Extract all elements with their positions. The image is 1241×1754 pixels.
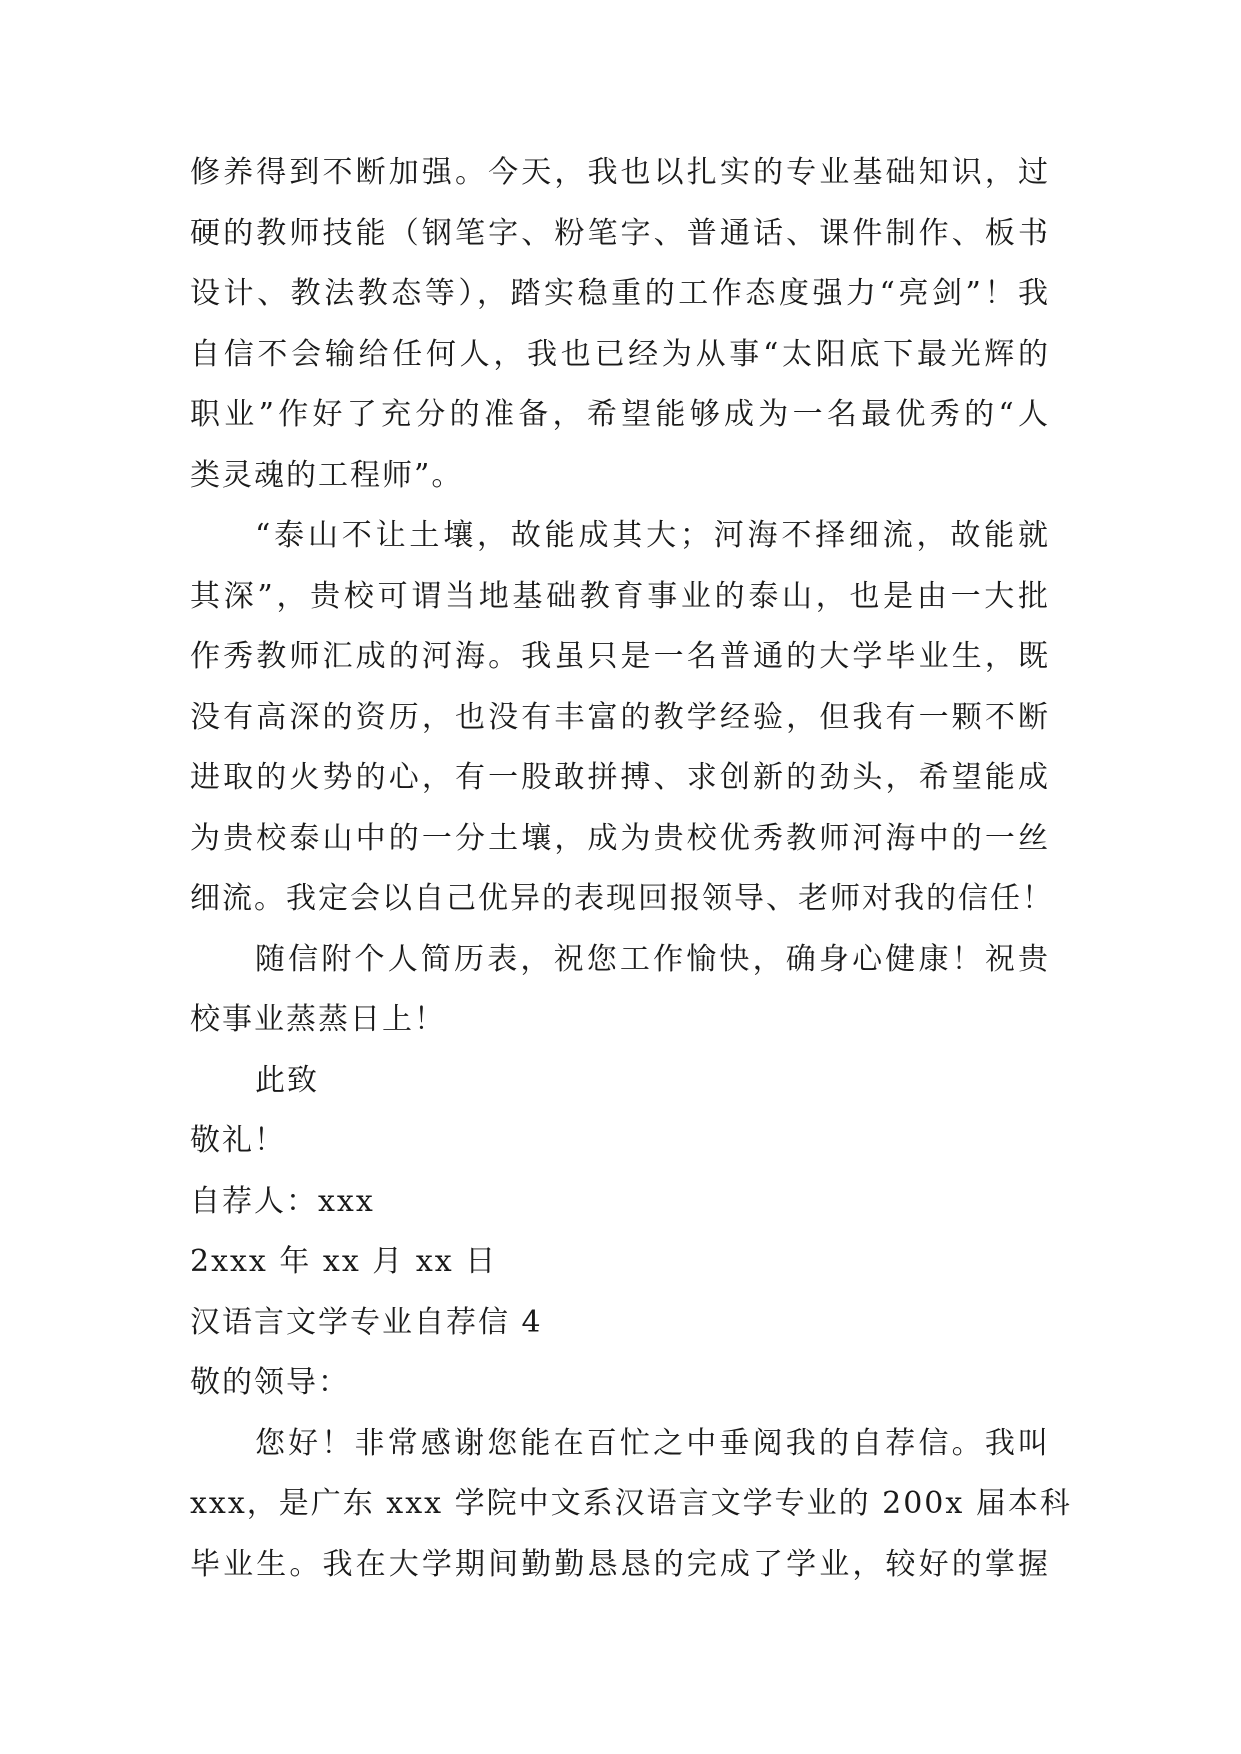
text-line: 毕业生。我在大学期间勤勤恳恳的完成了学业，较好的掌握 — [190, 1546, 1050, 1582]
closing-ci-zhi: 此致 — [255, 1062, 319, 1098]
text-line: 随信附个人简历表，祝您工作愉快，确身心健康！祝贵 — [255, 941, 1050, 977]
text-line: 没有高深的资历，也没有丰富的教学经验，但我有一颗不断 — [190, 699, 1050, 735]
paragraph-1 — [190, 143, 1050, 506]
letter-4 — [190, 1293, 1072, 1596]
text-line: 作秀教师汇成的河海。我虽只是一名普通的大学毕业生，既 — [190, 639, 1050, 674]
text-line: 自信不会输给任何人，我也已经为从事“太阳底下最光辉的 — [190, 336, 1050, 372]
paragraph-2 — [190, 506, 1054, 930]
closing-jing-li: 敬礼！ — [190, 1123, 286, 1158]
text-line: 类灵魂的工程师”。 — [190, 457, 464, 493]
paragraph-3 — [190, 930, 1050, 1051]
text-line: 进取的火势的心，有一股敢拼搏、求创新的劲头，希望能成 — [190, 760, 1050, 795]
closing-block — [190, 1051, 1050, 1293]
document-page — [190, 143, 1072, 1595]
text-line: 细流。我定会以自己优异的表现回报领导、老师对我的信任！ — [190, 881, 1054, 916]
salutation: 敬的领导： — [190, 1365, 350, 1400]
text-line: “泰山不让土壤，故能成其大；河海不择细流，故能就 — [255, 518, 1050, 553]
letter-title: 汉语言文学专业自荐信 4 — [190, 1304, 543, 1340]
text-line: 为贵校泰山中的一分土壤，成为贵校优秀教师河海中的一丝 — [190, 820, 1050, 856]
text-line: xxx，是广东 xxx 学院中文系汉语言文学专业的 200x 届本科 — [190, 1486, 1072, 1521]
text-line: 您好！非常感谢您能在百忙之中垂阅我的自荐信。我叫 — [255, 1425, 1050, 1461]
text-line: 修养得到不断加强。今天，我也以扎实的专业基础知识，过 — [190, 155, 1050, 190]
signer-line: 自荐人：xxx — [190, 1183, 375, 1219]
text-line: 校事业蒸蒸日上！ — [190, 1002, 446, 1037]
text-line: 硬的教师技能（钢笔字、粉笔字、普通话、课件制作、板书 — [190, 215, 1050, 251]
text-line: 设计、教法教态等），踏实稳重的工作态度强力“亮剑”！我 — [190, 276, 1050, 311]
date-line: 2xxx 年 xx 月 xx 日 — [190, 1244, 498, 1279]
text-line: 其深”，贵校可谓当地基础教育事业的泰山，也是由一大批 — [190, 578, 1050, 614]
text-line: 职业”作好了充分的准备，希望能够成为一名最优秀的“人 — [190, 397, 1050, 432]
